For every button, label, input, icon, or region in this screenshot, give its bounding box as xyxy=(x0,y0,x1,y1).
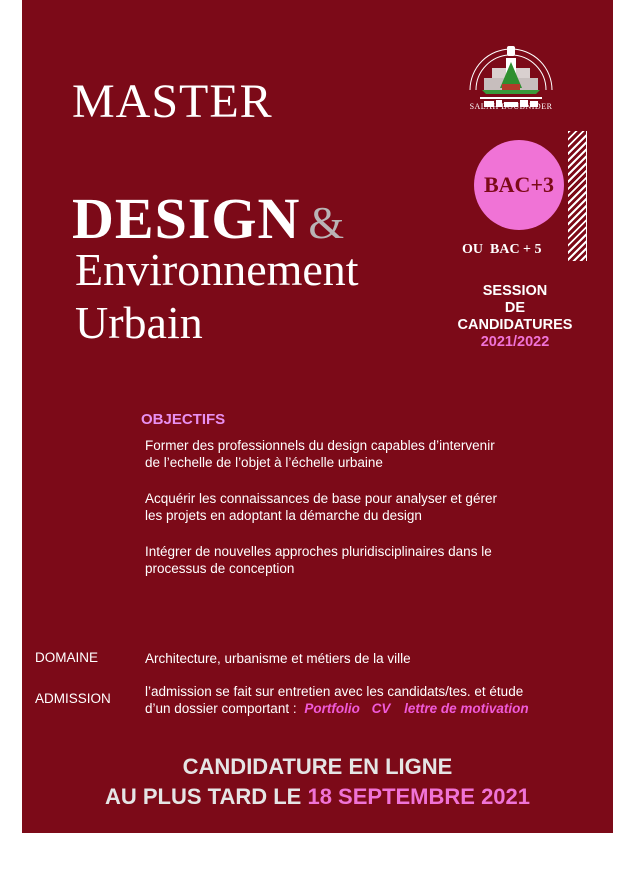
session-line: DE xyxy=(504,300,526,316)
objectif-item xyxy=(145,437,545,471)
title-environnement: Environnement xyxy=(75,244,359,295)
admission-line-text: d’un dossier comportant : xyxy=(145,701,297,716)
objectif-item xyxy=(145,490,545,524)
admission-label: ADMISSION xyxy=(35,691,111,706)
bac5-label: OU BAC + 5 xyxy=(462,242,542,257)
title-urbain: Urbain xyxy=(75,297,203,348)
admission-text xyxy=(145,683,529,717)
title-design: DESIGN xyxy=(72,186,301,251)
cta-line2 xyxy=(22,786,613,808)
admission-line: l’admission se fait sur entretien avec les candidats/tes. et étude xyxy=(145,684,524,699)
objectifs-heading: OBJECTIFS xyxy=(141,411,226,428)
logo-caption: SALAH BOUBNIDER xyxy=(469,102,553,111)
admission-line xyxy=(145,700,529,717)
title-design-line xyxy=(72,186,345,251)
objectif-line: processus de conception xyxy=(145,561,295,576)
title-ampersand: & xyxy=(308,197,345,248)
objectif-item xyxy=(145,543,545,577)
doc-portfolio: Portfolio xyxy=(304,701,360,716)
decorative-hatch xyxy=(568,131,586,261)
session-line: SESSION xyxy=(482,283,548,299)
session-line: CANDIDATURES xyxy=(457,317,573,333)
bac3-badge xyxy=(474,140,564,230)
title-master: MASTER xyxy=(72,75,273,128)
session-block xyxy=(440,283,590,351)
doc-cv: CV xyxy=(371,701,391,716)
objectif-line: Former des professionnels du design capables d’intervenir xyxy=(145,438,495,453)
decorative-rule xyxy=(586,131,587,261)
objectif-line: les projets en adoptant la démarche du design xyxy=(145,508,422,523)
objectif-line: Acquérir les connaissances de base pour analyser et gérer xyxy=(145,491,497,506)
domaine-value: Architecture, urbanisme et métiers de la ville xyxy=(145,651,411,666)
cta-line1: CANDIDATURE EN LIGNE xyxy=(182,754,453,779)
doc-lettre: lettre de motivation xyxy=(404,701,529,716)
domaine-label: DOMAINE xyxy=(35,650,99,665)
objectif-line: Intégrer de nouvelles approches pluridisciplinaires dans le xyxy=(145,544,492,559)
cta-prefix: AU PLUS TARD LE xyxy=(104,784,302,809)
session-year: 2021/2022 xyxy=(480,334,550,350)
objectif-line: de l’echelle de l’objet à l’échelle urbaine xyxy=(145,455,383,470)
cta-date: 18 SEPTEMBRE 2021 xyxy=(307,784,531,809)
bac3-label: BAC+3 xyxy=(484,172,554,197)
